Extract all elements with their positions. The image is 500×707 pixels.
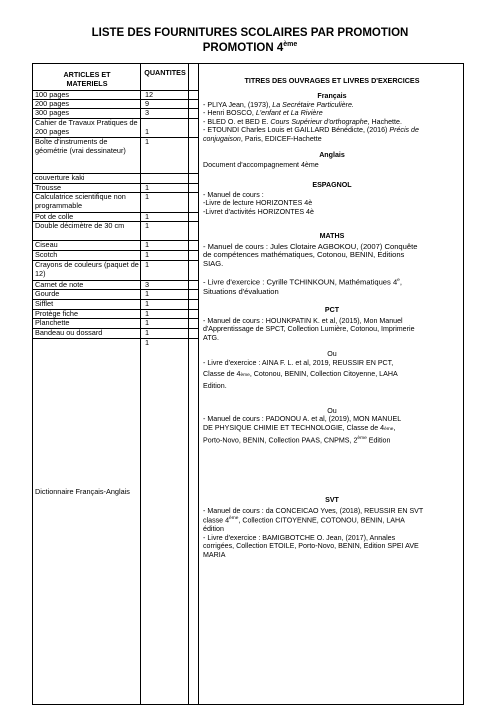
superscript: e <box>397 278 400 284</box>
section-francais <box>203 92 461 144</box>
text: , Paris, EDICEF-Hachette <box>240 134 322 143</box>
section-heading-svt: SVT <box>325 496 339 504</box>
article-cell: Planchette <box>35 318 70 327</box>
text: - Henri BOSCO, <box>203 109 256 118</box>
quantity-cell: 9 <box>145 99 150 108</box>
text: Classe de 4 <box>203 369 241 378</box>
section-svt <box>203 496 461 560</box>
article-cell: Pot de colle <box>35 212 74 221</box>
article-cell: Bandeau ou dossard <box>35 328 103 337</box>
section-heading-pct: PCT <box>324 306 340 314</box>
article-cell: Sifflet <box>35 299 54 308</box>
text: , <box>393 423 396 432</box>
pct-line: - Manuel de cours : HOUNKPATIN K. et al, (2015), Mon Manuel <box>203 316 403 325</box>
espagnol-line: - Manuel de cours : <box>203 190 264 199</box>
section-heading-espagnol: ESPAGNOL <box>312 181 352 189</box>
text: - PLIYA Jean, (1973), <box>203 100 273 109</box>
pct-line <box>203 424 461 435</box>
text: - ETOUNDI Charles Louis et GAILLARD Bénédicte, (2016) <box>203 126 390 135</box>
text: - Livre d'exercice : Cyrille TCHINKOUN, Mathématiques 4 <box>203 277 398 287</box>
svt-line: édition <box>203 525 224 534</box>
maths-line: - Manuel de cours : Jules Clotaire AGBOKOU, (2007) Conquête <box>203 241 418 251</box>
supplies-table <box>32 63 464 705</box>
francais-line <box>203 109 461 118</box>
article-cell: Calculatrice scientifique non programmable <box>35 192 126 210</box>
header-quantities: QUANTITES <box>144 68 186 77</box>
quantity-cell: 12 <box>145 90 154 99</box>
section-pct <box>203 306 461 444</box>
quantity-cell: 1 <box>145 192 150 201</box>
maths-line <box>203 277 461 287</box>
quantity-cell: 1 <box>145 318 150 327</box>
section-heading-maths: MATHS <box>319 232 345 240</box>
text: Edition <box>366 435 391 444</box>
section-maths <box>203 232 461 296</box>
pct-line: d'Apprentissage de SPCT, Collection Lumière, Cotonou, Imprimerie <box>203 325 415 334</box>
article-cell: Scotch <box>35 250 58 259</box>
text: , <box>399 277 402 287</box>
article-cell: 100 pages <box>35 90 70 99</box>
text: , Collection CITOYENNE, COTONOU, BENIN, LAHA <box>238 516 405 525</box>
espagnol-line: -Livre de lecture HORIZONTES 4è <box>203 199 313 208</box>
article-cell: couverture kaki <box>35 173 85 182</box>
document-title: LISTE DES FOURNITURES SCOLAIRES PAR PROMOTION <box>91 27 409 39</box>
pct-line: - Livre d'exercice : AINA F. L. et al, 2019, REUSSIR EN PCT, <box>203 358 394 367</box>
document-subtitle <box>0 41 500 54</box>
titles-column <box>199 64 465 704</box>
pct-or: Ou <box>327 406 337 415</box>
superscript: ème <box>229 516 239 522</box>
article-cell: 200 pages <box>35 99 70 108</box>
quantity-cell: 1 <box>145 183 150 192</box>
header-titles: TITRES DES OUVRAGES ET LIVRES D'EXERCICES <box>244 76 420 85</box>
text: , Hachette. <box>367 117 402 126</box>
article-cell: Protège fiche <box>35 309 78 318</box>
francais-line <box>203 135 461 144</box>
section-espagnol <box>203 181 461 216</box>
francais-line <box>203 118 461 127</box>
article-cell: Dictionnaire Français-Anglais <box>35 487 130 496</box>
subscript: ème <box>384 426 394 432</box>
book-title: La Secrétaire Particulière. <box>272 100 354 109</box>
quantity-cell: 1 <box>145 328 150 337</box>
pct-or: Ou <box>327 350 337 359</box>
maths-line: de compétences mathématiques, Cotonou, BENIN, Editions <box>203 250 405 260</box>
pct-line: ATG. <box>203 333 220 342</box>
book-title: Précis de <box>389 126 419 135</box>
pct-line <box>203 435 461 445</box>
maths-line: Situations d'évaluation <box>203 286 279 296</box>
article-cell: Boîte d'instruments de géométrie (vrai dessinateur) <box>35 137 126 155</box>
section-heading-anglais: Anglais <box>319 151 345 159</box>
book-title: conjugaison <box>203 134 241 143</box>
svt-line: corrigées, Collection ETOILE, Porto-Novo, BENIN, Edition SPEI AVE <box>203 542 419 551</box>
quantity-cell: 3 <box>145 280 150 289</box>
header-articles <box>33 70 141 88</box>
espagnol-line: -Livret d'activités HORIZONTES 4è <box>203 207 314 216</box>
svt-line: - Manuel de cours : da CONCEICAO Yves, (2018), REUSSIR EN SVT <box>203 506 424 515</box>
section-anglais <box>203 151 461 169</box>
quantity-cell: 1 <box>145 309 150 318</box>
francais-line <box>203 126 461 135</box>
article-cell: 300 pages <box>35 108 70 117</box>
quantity-cell: 3 <box>145 108 150 117</box>
promotion-superscript: ème <box>283 41 298 48</box>
article-cell: Ciseau <box>35 240 58 249</box>
book-title: Cours Supérieur d'orthographe <box>270 117 368 126</box>
quantity-cell: 1 <box>145 137 150 146</box>
book-title: L'enfant et La Rivière <box>255 109 323 118</box>
quantity-cell: 1 <box>145 260 150 269</box>
maths-line: SIAG. <box>203 258 224 268</box>
section-heading-francais: Français <box>317 92 347 100</box>
promotion-label: PROMOTION 4 <box>202 41 284 54</box>
article-cell: Double décimètre de 30 cm <box>35 221 125 230</box>
francais-line <box>203 101 461 110</box>
article-cell: Crayons de couleurs (paquet de 12) <box>35 260 139 278</box>
pct-line <box>203 370 461 381</box>
svt-line: - Livre d'exercice : BAMIGBOTCHE O. Jean, (2017), Annales <box>203 533 396 542</box>
quantity-cell: 1 <box>145 289 150 298</box>
quantity-cell: 1 <box>145 221 150 230</box>
text: , Cotonou, BENIN, Collection Citoyenne, LAHA <box>249 369 398 378</box>
article-cell: Cahier de Travaux Pratiques de 200 pages <box>35 118 138 136</box>
header-articles-line1: ARTICLES ET <box>63 70 111 79</box>
quantity-cell: 1 <box>145 250 150 259</box>
quantity-cell: 1 <box>145 338 150 347</box>
quantity-cell: 1 <box>145 240 150 249</box>
subscript: ème <box>240 372 250 378</box>
superscript: ème <box>357 435 367 441</box>
article-cell: Trousse <box>35 183 62 192</box>
svt-line: MARIA <box>203 550 226 559</box>
text: Porto-Novo, BENIN, Collection PAAS, CNPMS, 2 <box>203 435 358 444</box>
pct-line: - Manuel de cours : PADONOU A. et al, (2019), MON MANUEL <box>203 415 402 424</box>
svt-line <box>203 515 461 525</box>
header-articles-line2: MATERIELS <box>66 79 108 88</box>
quantity-cell: 1 <box>145 127 150 136</box>
text: classe 4 <box>203 516 230 525</box>
pct-line: Edition. <box>203 382 227 391</box>
table-row <box>33 338 199 706</box>
text: - BLED O. et BED E. <box>203 117 271 126</box>
anglais-line: Document d'accompagnement 4ème <box>203 160 319 169</box>
article-cell: Gourde <box>35 289 60 298</box>
quantity-cell: 1 <box>145 212 150 221</box>
quantity-cell: 1 <box>145 299 150 308</box>
article-cell: Carnet de note <box>35 280 84 289</box>
table-row <box>33 90 199 99</box>
text: DE PHYSIQUE CHIMIE ET TECHNOLOGIE, Classe de 4 <box>203 423 385 432</box>
